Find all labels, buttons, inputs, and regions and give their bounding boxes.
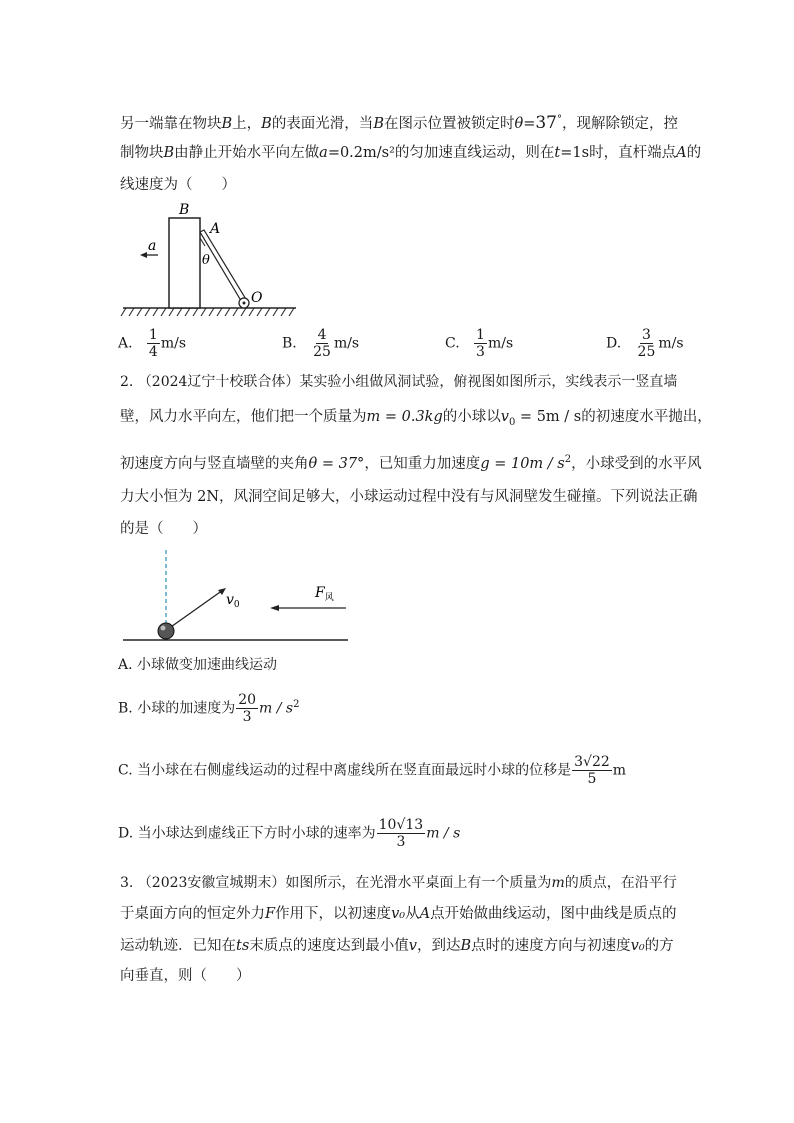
- q2-line-1: 2. （2024辽宁十校联合体）某实验小组做风洞试验，俯视图如图所示，实线表示一竖直墙: [120, 374, 678, 390]
- q2-option-a[interactable]: A. 小球做变加速曲线运动: [118, 657, 278, 673]
- label-f-wind: $F_风$: [315, 585, 334, 603]
- block-b: [169, 218, 200, 308]
- label-v0: $v_0$: [226, 592, 240, 610]
- q1-option-c[interactable]: C. $\frac{1}{3}$ m/s: [445, 327, 514, 360]
- label-b: B: [179, 202, 190, 218]
- q2-line-3: 初速度方向与竖直墙壁的夹角θ = 37°，已知重力加速度$g = 10m / s^2$，小球受到的水平风: [120, 454, 702, 472]
- label-a-point: A: [210, 221, 221, 237]
- q1-line-1: 另一端靠在物块B上，B的表面光滑，当B在图示位置被锁定时θ=37°，现解除锁定，控: [120, 112, 678, 133]
- q1-line-2: 制物块B由静止开始水平向左做a=0.2m/s²的匀加速直线运动，则在t=1s时，直杆端点A的: [120, 145, 702, 161]
- q2-option-c[interactable]: C. 当小球在右侧虚线运动的过程中离虚线所在竖直面最远时小球的位移是 $\frac{3√22}{5}$ m: [118, 754, 627, 787]
- q1-option-a[interactable]: A. $\frac{1}{4}$ m/s: [118, 327, 187, 360]
- q1-figure: [118, 200, 308, 320]
- q1-line-3: 线速度为（ ）: [120, 177, 236, 193]
- q2-line-4: 力大小恒为 2N，风洞空间足够大，小球运动过程中没有与风洞壁发生碰撞。下列说法正确: [120, 489, 698, 505]
- q3-line-3: 运动轨迹．已知在ts末质点的速度达到最小值v，到达B点时的速度方向与初速度v₀的方: [120, 938, 674, 954]
- q3-line-1: 3. （2023安徽宣城期末）如图所示，在光滑水平桌面上有一个质量为m的质点，在沿平行: [120, 875, 677, 891]
- q2-figure: [118, 545, 353, 645]
- label-theta: θ: [202, 253, 210, 268]
- q2-option-d[interactable]: D. 当小球达到虚线正下方时小球的速率为 $\frac{10√13}{3}$ m / s: [118, 817, 461, 850]
- q2-line-5: 的是（ ）: [120, 521, 207, 537]
- q1-option-d[interactable]: D. $\frac{3}{25}$ m/s: [606, 327, 684, 360]
- label-o: O: [251, 290, 263, 306]
- q1-option-b[interactable]: B. $\frac{4}{25}$ m/s: [282, 327, 360, 360]
- q3-line-2: 于桌面方向的恒定外力F作用下，以初速度v₀从A点开始做曲线运动，图中曲线是质点的: [120, 906, 677, 922]
- label-a-accel: a: [148, 238, 157, 254]
- q2-option-b[interactable]: B. 小球的加速度为 $\frac{20}{3}$ m / $s^2$: [118, 692, 300, 725]
- q2-line-2: 壁，风力水平向左，他们把一个质量为m = 0.3kg的小球以$v_0 = 5m / s$的初速度水平抛出，: [120, 409, 712, 428]
- q3-line-4: 向垂直，则（ ）: [120, 968, 251, 984]
- v0-arrow: [168, 590, 223, 629]
- ball: [158, 623, 174, 639]
